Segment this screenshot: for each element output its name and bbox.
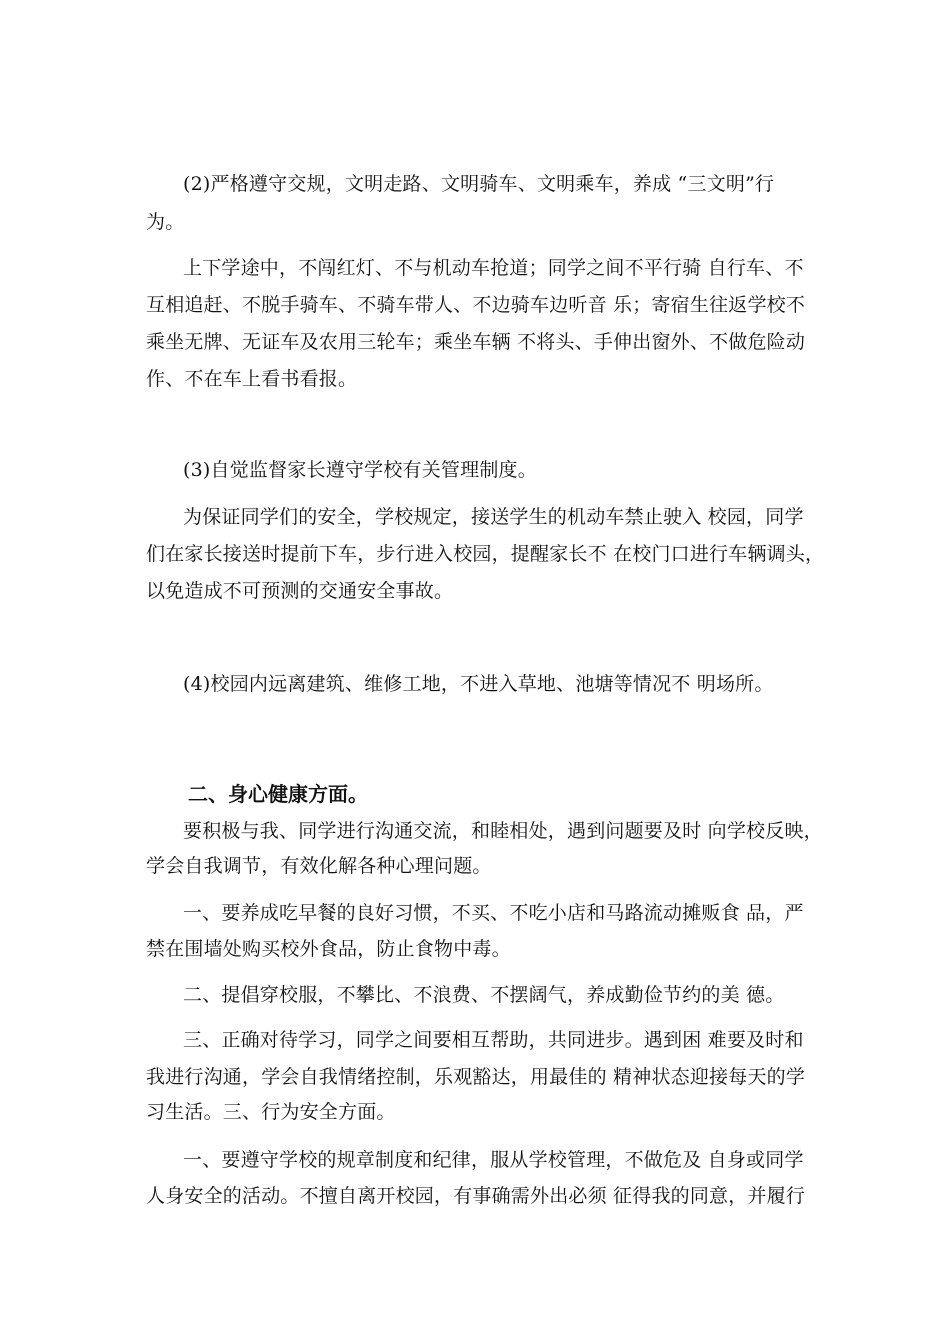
paragraph-line: 一、要遵守学校的规章制度和纪律，服从学校管理，不做危及 自身或同学 [183, 1149, 804, 1171]
paragraph-line: 为。 [146, 211, 185, 233]
paragraph-line: 为保证同学们的安全，学校规定，接送学生的机动车禁止驶入 校园，同学 [183, 506, 804, 528]
paragraph-line: 禁在围墙处购买校外食品，防止食物中毒。 [146, 938, 511, 960]
paragraph-line: 习生活。三、行为安全方面。 [146, 1101, 396, 1123]
paragraph-line: 作、不在车上看书看报。 [146, 368, 358, 390]
paragraph-line: (2)严格遵守交规，文明走路、文明骑车、文明乘车，养成 “三文明”行 [183, 173, 775, 195]
paragraph-line: 互相追赶、不脱手骑车、不骑车带人、不边骑车边听音 乐；寄宿生往返学校不 [146, 294, 806, 316]
paragraph-line: 二、提倡穿校服，不攀比、不浪费、不摆阔气，养成勤俭节约的美 德。 [183, 984, 785, 1006]
paragraph-line: 学会自我调节，有效化解各种心理问题。 [146, 855, 492, 877]
paragraph-line: (3)自觉监督家长遵守学校有关管理制度。 [183, 459, 537, 481]
paragraph-line: 以免造成不可预测的交通安全事故。 [146, 580, 454, 602]
paragraph-line: 上下学途中，不闯红灯、不与机动车抢道；同学之间不平行骑 自行车、不 [183, 257, 804, 279]
paragraph-line: 一、要养成吃早餐的良好习惯，不买、不吃小店和马路流动摊贩食 品，严 [183, 902, 804, 924]
paragraph-line: 人身安全的活动。不擅自离开校园，有事确需外出必须 征得我的同意，并履行 [146, 1185, 806, 1207]
paragraph-line: 们在家长接送时提前下车，步行进入校园，提醒家长不 在校门口进行车辆调头， [146, 543, 825, 565]
paragraph-line: (4)校园内远离建筑、维修工地，不进入草地、池塘等情况不 明场所。 [183, 673, 774, 695]
paragraph-line: 三、正确对待学习，同学之间要相互帮助，共同进步。遇到困 难要及时和 [183, 1029, 804, 1051]
paragraph-line: 要积极与我、同学进行沟通交流，和睦相处，遇到问题要及时 向学校反映， [183, 820, 823, 842]
paragraph-line: 乘坐无牌、无证车及农用三轮车；乘坐车辆 不将头、手伸出窗外、不做危险动 [146, 331, 806, 353]
paragraph-line: 我进行沟通，学会自我情绪控制，乐观豁达，用最佳的 精神状态迎接每天的学 [146, 1066, 806, 1088]
section-heading: 二、身心健康方面。 [188, 782, 368, 806]
